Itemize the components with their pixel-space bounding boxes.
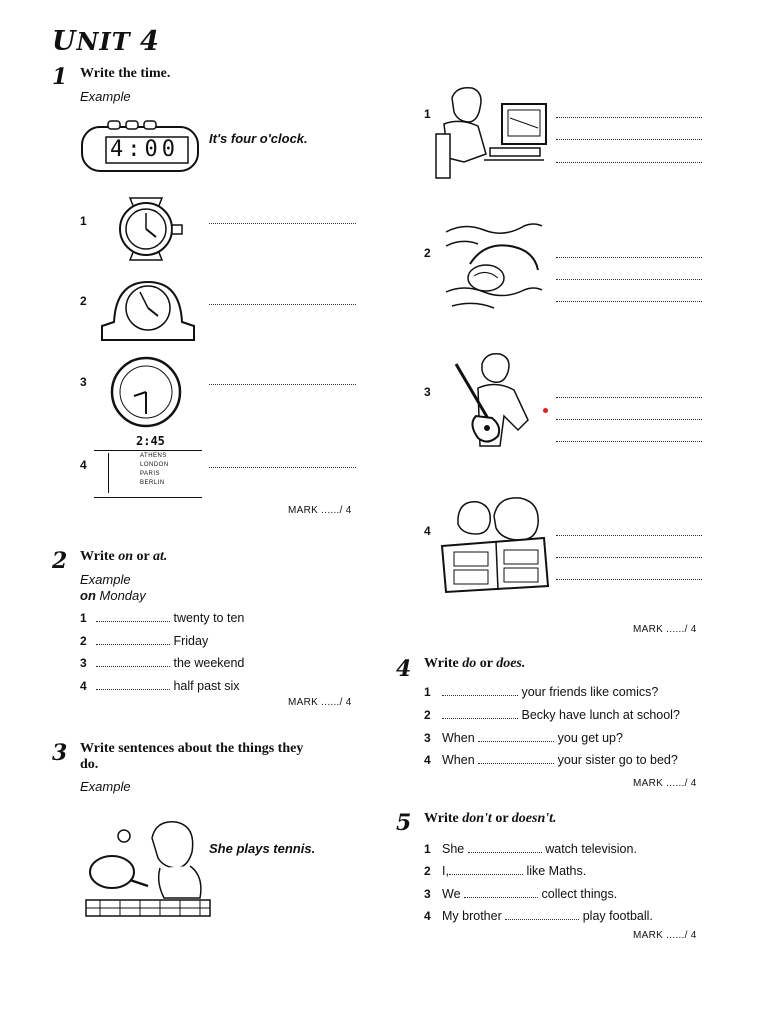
exercise-4-heading: Write do or does. xyxy=(424,656,526,671)
exercise-3-heading-line-1: Write sentences about the things they xyxy=(80,741,304,756)
exercise-2-item: 2 Friday xyxy=(80,634,209,648)
exercise-3-heading-line-2: do. xyxy=(80,757,99,772)
answer-line[interactable] xyxy=(556,419,702,420)
exercise-3-number: 3 xyxy=(52,740,68,766)
exercise-3-mark: MARK ....../ 4 xyxy=(633,624,697,635)
departure-board xyxy=(94,450,202,498)
exercise-3-item-number: 3 xyxy=(424,385,431,399)
exercise-2-item: 3 the weekend xyxy=(80,656,245,670)
answer-line[interactable] xyxy=(209,223,356,224)
answer-blank[interactable] xyxy=(96,657,170,667)
exercise-4-number: 4 xyxy=(396,656,412,682)
computer-user-illustration xyxy=(434,84,550,180)
answer-blank[interactable] xyxy=(468,843,542,853)
answer-blank[interactable] xyxy=(464,888,538,898)
exercise-4-mark: MARK ....../ 4 xyxy=(633,778,697,789)
answer-blank[interactable] xyxy=(505,910,579,920)
exercise-5-item: 4 My brother play football. xyxy=(424,909,653,923)
digital-clock-display: 4:00 xyxy=(110,137,179,162)
wall-clock-illustration xyxy=(108,354,184,430)
exercise-1-heading: Write the time. xyxy=(80,66,171,81)
exercise-2-example: on Monday xyxy=(80,588,146,603)
answer-line[interactable] xyxy=(556,279,702,280)
exercise-3-item-number: 1 xyxy=(424,107,431,121)
watch-illustration xyxy=(100,194,196,264)
swimmer-illustration xyxy=(444,212,544,314)
exercise-4-item: 4 When your sister go to bed? xyxy=(424,753,678,767)
exercise-3-item-number: 2 xyxy=(424,246,431,260)
answer-blank[interactable] xyxy=(96,680,170,690)
exercise-2-number: 2 xyxy=(52,548,68,574)
mantel-clock-illustration xyxy=(96,276,200,346)
answer-blank[interactable] xyxy=(478,754,554,764)
answer-line[interactable] xyxy=(556,301,702,302)
red-dot-marker xyxy=(543,408,548,413)
exercise-2-item: 1 twenty to ten xyxy=(80,611,245,625)
exercise-3-item-number: 4 xyxy=(424,524,431,538)
exercise-2-heading: Write on or at. xyxy=(80,549,168,564)
exercise-2-example-label: Example xyxy=(80,572,131,587)
answer-line[interactable] xyxy=(209,384,356,385)
exercise-1-item-number: 4 xyxy=(80,458,87,472)
departure-board-time: 2:45 xyxy=(136,434,165,448)
exercise-1-item-number: 1 xyxy=(80,214,87,228)
answer-line[interactable] xyxy=(556,257,702,258)
comic-readers-illustration xyxy=(440,494,550,594)
answer-line[interactable] xyxy=(556,579,702,580)
guitar-player-illustration xyxy=(448,350,538,450)
answer-blank[interactable] xyxy=(96,635,170,645)
exercise-5-item: 2 I, like Maths. xyxy=(424,864,587,878)
departure-board-row: BERLIN xyxy=(140,480,165,486)
exercise-4-item: 1 your friends like comics? xyxy=(424,685,659,699)
answer-line[interactable] xyxy=(556,139,702,140)
answer-line[interactable] xyxy=(209,304,356,305)
exercise-1-number: 1 xyxy=(52,64,68,90)
exercise-5-mark: MARK ....../ 4 xyxy=(633,930,697,941)
exercise-4-item: 3 When you get up? xyxy=(424,731,623,745)
exercise-2-item: 4 half past six xyxy=(80,679,240,693)
answer-line[interactable] xyxy=(556,557,702,558)
answer-blank[interactable] xyxy=(442,686,518,696)
answer-line[interactable] xyxy=(209,467,356,468)
answer-blank[interactable] xyxy=(96,612,170,622)
exercise-1-mark: MARK ....../ 4 xyxy=(288,505,352,516)
page-title: UNIT 4 xyxy=(52,26,160,57)
exercise-1-item-number: 3 xyxy=(80,375,87,389)
exercise-1-item-number: 2 xyxy=(80,294,87,308)
answer-blank[interactable] xyxy=(478,732,554,742)
departure-board-row: PARIS xyxy=(140,471,161,477)
exercise-2-mark: MARK ....../ 4 xyxy=(288,697,352,708)
exercise-3-example-answer: She plays tennis. xyxy=(209,841,316,856)
exercise-5-item: 3 We collect things. xyxy=(424,887,618,901)
answer-line[interactable] xyxy=(556,535,702,536)
exercise-5-item: 1 She watch television. xyxy=(424,842,637,856)
answer-line[interactable] xyxy=(556,162,702,163)
answer-line[interactable] xyxy=(556,117,702,118)
exercise-4-item: 2 Becky have lunch at school? xyxy=(424,708,680,722)
answer-blank[interactable] xyxy=(442,709,518,719)
exercise-5-heading: Write don't or doesn't. xyxy=(424,811,557,826)
exercise-1-example-label: Example xyxy=(80,89,131,104)
answer-line[interactable] xyxy=(556,397,702,398)
exercise-1-example-answer: It's four o'clock. xyxy=(209,131,308,146)
exercise-5-number: 5 xyxy=(396,810,412,836)
departure-board-row: LONDON xyxy=(140,462,169,468)
tennis-player-illustration xyxy=(86,812,210,916)
exercise-3-example-label: Example xyxy=(80,779,131,794)
answer-blank[interactable] xyxy=(449,865,523,875)
answer-line[interactable] xyxy=(556,441,702,442)
departure-board-row: ATHENS xyxy=(140,453,167,459)
